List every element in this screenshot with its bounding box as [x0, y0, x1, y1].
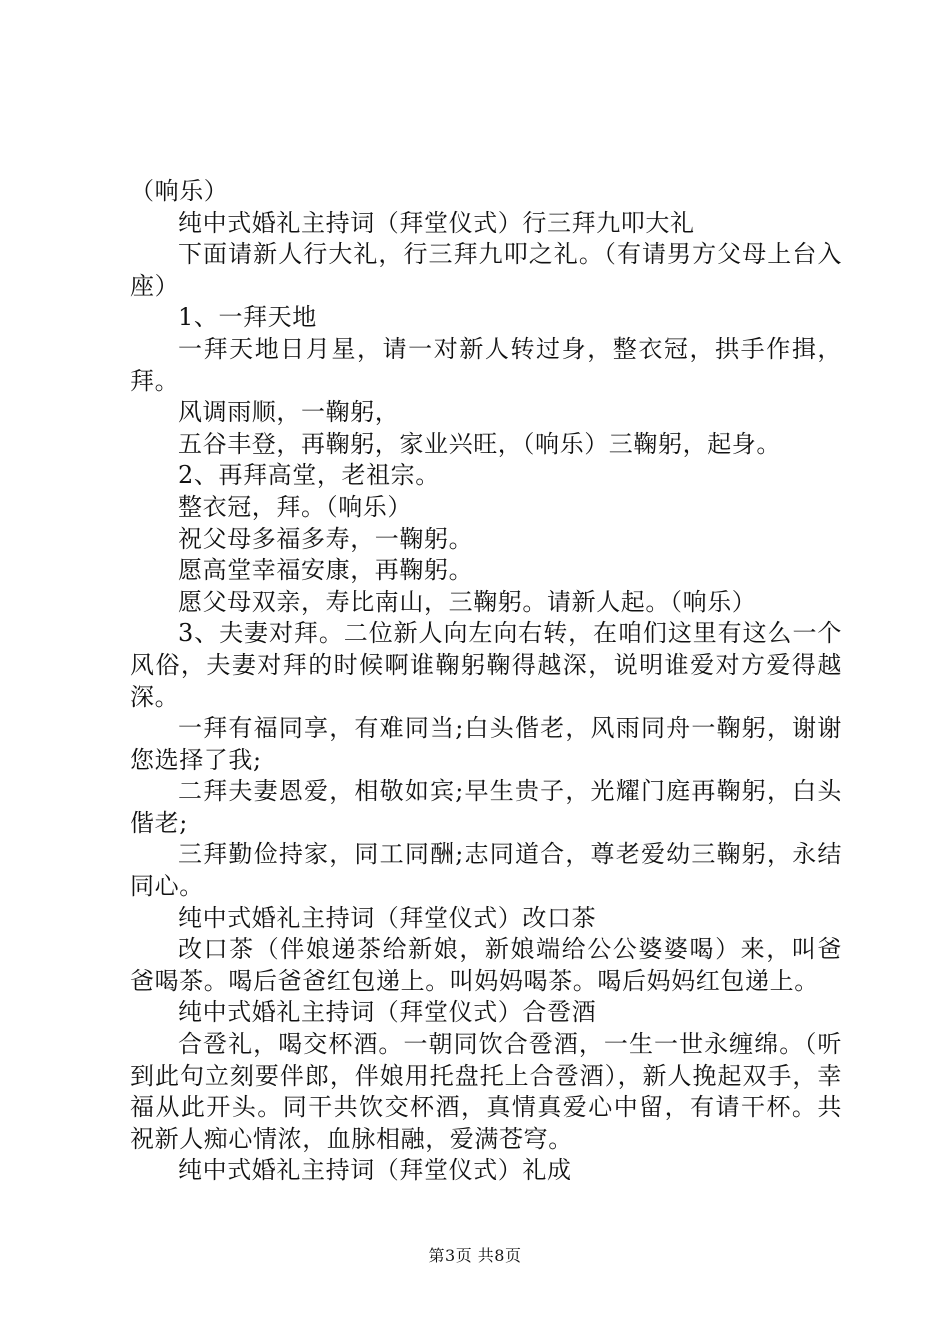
paragraph: 二拜夫妻恩爱，相敬如宾;早生贵子，光耀门庭再鞠躬，白头偕老; — [130, 777, 842, 837]
paragraph: （响乐） — [130, 177, 229, 205]
paragraph: 一拜天地日月星，请一对新人转过身，整衣冠，拱手作揖，拜。 — [130, 334, 842, 395]
paragraph: 改口茶（伴娘递茶给新娘，新娘端给公公婆婆喝）来，叫爸爸喝茶。喝后爸爸红包递上。叫妈妈喝茶。喝后妈妈红包递上。 — [130, 935, 842, 995]
page-number: 第3页 共8页 — [428, 1246, 522, 1265]
paragraph: 纯中式婚礼主持词（拜堂仪式）合卺酒 — [178, 998, 597, 1027]
paragraph: 三拜勤俭持家，同工同酬;志同道合，尊老爱幼三鞠躬，永结同心。 — [130, 840, 842, 901]
paragraph: 祝父母多福多寿，一鞠躬。 — [178, 524, 474, 553]
document-body — [130, 176, 842, 1187]
paragraph: 愿父母双亲，寿比南山，三鞠躬。请新人起。（响乐） — [178, 587, 757, 616]
paragraph: 1、一拜天地 — [178, 303, 317, 332]
paragraph: 风调雨顺，一鞠躬， — [178, 398, 400, 427]
paragraph: 一拜有福同享，有难同当;白头偕老，风雨同舟一鞠躬，谢谢您选择了我; — [130, 714, 842, 774]
paragraph: 愿高堂幸福安康，再鞠躬。 — [178, 556, 474, 585]
page-footer — [0, 1243, 950, 1266]
paragraph: 纯中式婚礼主持词（拜堂仪式）改口茶 — [178, 903, 597, 932]
paragraph: 纯中式婚礼主持词（拜堂仪式）礼成 — [178, 1156, 572, 1185]
paragraph: 纯中式婚礼主持词（拜堂仪式）行三拜九叩大礼 — [178, 208, 695, 237]
paragraph: 下面请新人行大礼，行三拜九叩之礼。（有请男方父母上台入座） — [130, 240, 842, 300]
paragraph: 2、再拜高堂，老祖宗。 — [178, 461, 440, 490]
paragraph: 3、夫妻对拜。二位新人向左向右转，在咱们这里有这么一个风俗，夫妻对拜的时候啊谁鞠躬鞠得越深，说明谁爱对方爱得越深。 — [130, 619, 842, 711]
paragraph: 五谷丰登，再鞠躬，家业兴旺，（响乐）三鞠躬，起身。 — [178, 429, 781, 458]
paragraph: 合卺礼，喝交杯酒。一朝同饮合卺酒，一生一世永缠绵。（听到此句立刻要伴郎，伴娘用托盘托上合卺酒），新人挽起双手，幸福从此开头。同干共饮交杯酒，真情真爱心中留，有请干杯。共祝新人痴心情浓，血脉相融，爱满苍穹。 — [130, 1030, 842, 1153]
paragraph: 整衣冠，拜。（响乐） — [178, 492, 412, 521]
